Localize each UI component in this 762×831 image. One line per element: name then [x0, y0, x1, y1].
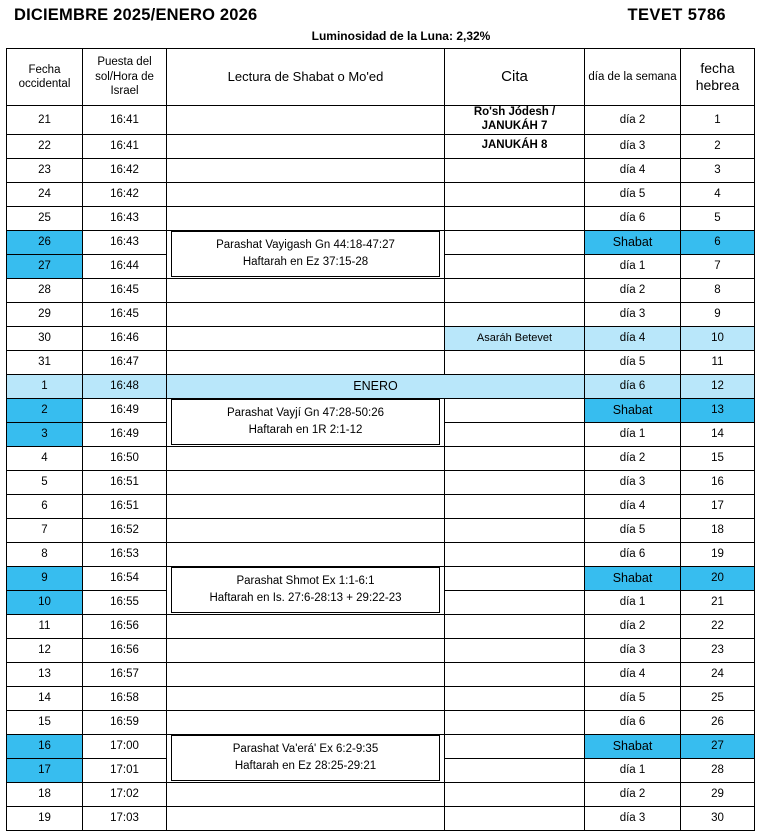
cell-cita	[445, 758, 585, 782]
cell-fecha-hebrea: 29	[681, 782, 755, 806]
cell-dia-semana: día 3	[585, 806, 681, 830]
cell-dia-semana: Shabat	[585, 230, 681, 254]
cell-puesta-sol: 16:43	[83, 206, 167, 230]
cell-lectura	[167, 662, 445, 686]
cell-puesta-sol: 16:54	[83, 566, 167, 590]
cell-puesta-sol: 16:51	[83, 470, 167, 494]
cell-lectura	[167, 782, 445, 806]
table-row	[7, 638, 755, 662]
cell-cita	[445, 326, 585, 350]
cell-puesta-sol: 16:48	[83, 374, 167, 398]
cell-puesta-sol: 16:52	[83, 518, 167, 542]
cell-fecha-hebrea: 20	[681, 566, 755, 590]
cell-fecha-hebrea: 10	[681, 326, 755, 350]
column-header-dia-semana: día de la semana	[585, 49, 681, 106]
cell-cita	[445, 230, 585, 254]
cell-lectura	[167, 278, 445, 302]
column-header-puesta-sol: Puesta del sol/Hora de Israel	[83, 49, 167, 106]
table-row	[7, 470, 755, 494]
cell-fecha-hebrea: 26	[681, 710, 755, 734]
reading-parashat: Parashat Va'erá' Ex 6:2-9:35	[232, 742, 379, 755]
cell-lectura	[167, 302, 445, 326]
cell-puesta-sol: 16:46	[83, 326, 167, 350]
cell-fecha-hebrea: 5	[681, 206, 755, 230]
cell-cita	[445, 590, 585, 614]
table-row	[7, 614, 755, 638]
cell-dia-semana: día 6	[585, 710, 681, 734]
cell-fecha-occidental: 19	[7, 806, 83, 830]
cell-puesta-sol: 16:56	[83, 638, 167, 662]
cell-lectura	[167, 206, 445, 230]
cell-lectura	[167, 542, 445, 566]
cell-fecha-occidental: 15	[7, 710, 83, 734]
cell-fecha-occidental: 4	[7, 446, 83, 470]
cell-dia-semana: día 1	[585, 254, 681, 278]
cell-lectura	[167, 350, 445, 374]
cell-dia-semana: día 3	[585, 302, 681, 326]
cell-cita	[445, 422, 585, 446]
table-row	[7, 350, 755, 374]
table-row	[7, 302, 755, 326]
cell-fecha-occidental: 5	[7, 470, 83, 494]
cell-cita	[445, 710, 585, 734]
reading-box	[171, 567, 440, 614]
page-header	[0, 0, 762, 25]
cell-dia-semana: día 1	[585, 758, 681, 782]
reading-haftarah: Haftarah en Ez 28:25-29:21	[234, 760, 377, 773]
table-header	[7, 49, 755, 106]
cell-fecha-occidental: 29	[7, 302, 83, 326]
cell-dia-semana: día 6	[585, 542, 681, 566]
cell-fecha-occidental: 9	[7, 566, 83, 590]
reading-box	[171, 735, 440, 782]
cell-dia-semana: día 1	[585, 422, 681, 446]
cell-puesta-sol: 16:41	[83, 106, 167, 135]
cell-lectura: ENERO	[167, 374, 585, 398]
cell-dia-semana: día 5	[585, 686, 681, 710]
cell-dia-semana: día 6	[585, 374, 681, 398]
table-row	[7, 806, 755, 830]
cell-cita	[445, 134, 585, 158]
cell-cita	[445, 518, 585, 542]
table-row	[7, 446, 755, 470]
cell-lectura	[167, 614, 445, 638]
cell-cita	[445, 446, 585, 470]
cell-fecha-hebrea: 4	[681, 182, 755, 206]
cell-lectura	[167, 230, 445, 278]
table-row	[7, 374, 755, 398]
cell-fecha-hebrea: 9	[681, 302, 755, 326]
cell-fecha-hebrea: 7	[681, 254, 755, 278]
moon-luminosity: Luminosidad de la Luna: 2,32%	[311, 29, 491, 43]
cell-dia-semana: día 5	[585, 518, 681, 542]
cell-lectura	[167, 106, 445, 135]
cell-cita	[445, 806, 585, 830]
cell-fecha-hebrea: 25	[681, 686, 755, 710]
cell-cita	[445, 158, 585, 182]
cell-fecha-hebrea: 3	[681, 158, 755, 182]
table-row	[7, 206, 755, 230]
cell-fecha-hebrea: 2	[681, 134, 755, 158]
cell-puesta-sol: 16:57	[83, 662, 167, 686]
cell-fecha-hebrea: 21	[681, 590, 755, 614]
cell-cita	[445, 686, 585, 710]
cell-lectura	[167, 134, 445, 158]
cell-cita	[445, 398, 585, 422]
cell-fecha-occidental: 28	[7, 278, 83, 302]
reading-box	[171, 399, 440, 446]
table-row	[7, 106, 755, 135]
cell-lectura	[167, 326, 445, 350]
cell-puesta-sol: 16:49	[83, 398, 167, 422]
cell-dia-semana: día 3	[585, 470, 681, 494]
cell-fecha-occidental: 12	[7, 638, 83, 662]
table-row	[7, 398, 755, 422]
cell-fecha-hebrea: 1	[681, 106, 755, 135]
cell-fecha-occidental: 7	[7, 518, 83, 542]
cell-fecha-hebrea: 13	[681, 398, 755, 422]
cell-fecha-occidental: 17	[7, 758, 83, 782]
cell-fecha-hebrea: 22	[681, 614, 755, 638]
cell-fecha-occidental: 26	[7, 230, 83, 254]
cell-puesta-sol: 17:03	[83, 806, 167, 830]
cell-fecha-hebrea: 18	[681, 518, 755, 542]
cita-line: Asaráh Betevet	[476, 331, 553, 344]
cell-dia-semana: día 2	[585, 614, 681, 638]
cell-fecha-occidental: 31	[7, 350, 83, 374]
cita-line: JANUKÁH 7	[481, 119, 548, 132]
cell-puesta-sol: 17:01	[83, 758, 167, 782]
cell-fecha-occidental: 8	[7, 542, 83, 566]
table-body	[7, 106, 755, 831]
cell-puesta-sol: 16:55	[83, 590, 167, 614]
cell-lectura	[167, 446, 445, 470]
cell-cita	[445, 470, 585, 494]
cell-dia-semana: Shabat	[585, 734, 681, 758]
table-row	[7, 494, 755, 518]
cell-cita	[445, 350, 585, 374]
cell-puesta-sol: 17:02	[83, 782, 167, 806]
reading-parashat: Parashat Shmot Ex 1:1-6:1	[236, 574, 375, 587]
table-row	[7, 686, 755, 710]
cell-fecha-hebrea: 23	[681, 638, 755, 662]
table-row	[7, 542, 755, 566]
cell-cita	[445, 614, 585, 638]
cell-puesta-sol: 16:47	[83, 350, 167, 374]
reading-haftarah: Haftarah en 1R 2:1-12	[248, 424, 363, 437]
cell-fecha-hebrea: 28	[681, 758, 755, 782]
cell-puesta-sol: 16:59	[83, 710, 167, 734]
cell-dia-semana: día 2	[585, 446, 681, 470]
cell-fecha-occidental: 27	[7, 254, 83, 278]
cell-fecha-occidental: 25	[7, 206, 83, 230]
reading-haftarah: Haftarah en Ez 37:15-28	[242, 256, 369, 269]
cell-fecha-hebrea: 8	[681, 278, 755, 302]
cell-fecha-occidental: 10	[7, 590, 83, 614]
cell-fecha-occidental: 16	[7, 734, 83, 758]
cell-fecha-occidental: 3	[7, 422, 83, 446]
cell-lectura	[167, 806, 445, 830]
cell-lectura	[167, 638, 445, 662]
cita-line: JANUKÁH 8	[481, 139, 548, 152]
cell-fecha-hebrea: 12	[681, 374, 755, 398]
table-row	[7, 710, 755, 734]
cell-puesta-sol: 16:42	[83, 182, 167, 206]
cell-puesta-sol: 16:41	[83, 134, 167, 158]
table-row	[7, 182, 755, 206]
cell-dia-semana: Shabat	[585, 566, 681, 590]
cell-fecha-hebrea: 19	[681, 542, 755, 566]
cell-cita	[445, 206, 585, 230]
cell-dia-semana: día 2	[585, 278, 681, 302]
table-row	[7, 518, 755, 542]
reading-box	[171, 231, 440, 278]
cell-cita	[445, 734, 585, 758]
cell-fecha-occidental: 1	[7, 374, 83, 398]
cell-dia-semana: día 4	[585, 158, 681, 182]
cell-puesta-sol: 16:43	[83, 230, 167, 254]
column-header-lectura: Lectura de Shabat o Mo'ed	[167, 49, 445, 106]
column-header-fecha-occidental: Fecha occidental	[7, 49, 83, 106]
cell-dia-semana: día 3	[585, 638, 681, 662]
table-row	[7, 278, 755, 302]
calendar-table	[6, 48, 755, 831]
cell-fecha-occidental: 23	[7, 158, 83, 182]
cell-puesta-sol: 16:50	[83, 446, 167, 470]
cell-puesta-sol: 16:44	[83, 254, 167, 278]
table-row	[7, 134, 755, 158]
cell-fecha-occidental: 11	[7, 614, 83, 638]
table-row	[7, 566, 755, 590]
cell-fecha-occidental: 18	[7, 782, 83, 806]
table-row	[7, 326, 755, 350]
cell-lectura	[167, 470, 445, 494]
reading-parashat: Parashat Vayjí Gn 47:28-50:26	[226, 406, 385, 419]
table-row	[7, 662, 755, 686]
cell-lectura	[167, 398, 445, 446]
table-row	[7, 158, 755, 182]
cell-dia-semana: día 4	[585, 494, 681, 518]
cell-puesta-sol: 16:56	[83, 614, 167, 638]
cell-fecha-occidental: 13	[7, 662, 83, 686]
cell-cita	[445, 662, 585, 686]
page-title-hebrew: TEVET 5786	[627, 6, 726, 24]
cell-fecha-occidental: 30	[7, 326, 83, 350]
cell-dia-semana: Shabat	[585, 398, 681, 422]
table-row	[7, 782, 755, 806]
cell-dia-semana: día 6	[585, 206, 681, 230]
cell-lectura	[167, 710, 445, 734]
cell-fecha-hebrea: 30	[681, 806, 755, 830]
cell-puesta-sol: 16:51	[83, 494, 167, 518]
cell-lectura	[167, 686, 445, 710]
cell-cita	[445, 106, 585, 135]
cell-cita	[445, 638, 585, 662]
column-header-fecha-hebrea: fecha hebrea	[681, 49, 755, 106]
cell-dia-semana: día 2	[585, 106, 681, 135]
page-title-gregorian: DICIEMBRE 2025/ENERO 2026	[14, 6, 258, 24]
column-header-cita: Cita	[445, 49, 585, 106]
cell-dia-semana: día 5	[585, 182, 681, 206]
cell-fecha-occidental: 14	[7, 686, 83, 710]
cell-fecha-hebrea: 17	[681, 494, 755, 518]
cell-dia-semana: día 5	[585, 350, 681, 374]
table-row	[7, 230, 755, 254]
cell-fecha-hebrea: 11	[681, 350, 755, 374]
header-row	[7, 49, 755, 106]
cell-puesta-sol: 16:58	[83, 686, 167, 710]
cell-cita	[445, 494, 585, 518]
cell-lectura	[167, 566, 445, 614]
cita-line: Ro'sh Jódesh /	[473, 106, 556, 118]
cell-dia-semana: día 1	[585, 590, 681, 614]
reading-parashat: Parashat Vayigash Gn 44:18-47:27	[216, 238, 395, 251]
cell-cita	[445, 566, 585, 590]
cell-lectura	[167, 494, 445, 518]
cell-fecha-occidental: 21	[7, 106, 83, 135]
reading-haftarah: Haftarah en Is. 27:6-28:13 + 29:22-23	[209, 592, 402, 605]
cell-cita	[445, 302, 585, 326]
cell-lectura	[167, 518, 445, 542]
cell-cita	[445, 254, 585, 278]
cell-lectura	[167, 158, 445, 182]
cell-puesta-sol: 16:45	[83, 302, 167, 326]
cell-fecha-hebrea: 6	[681, 230, 755, 254]
cell-dia-semana: día 2	[585, 782, 681, 806]
cell-fecha-hebrea: 24	[681, 662, 755, 686]
table-row	[7, 734, 755, 758]
cell-lectura	[167, 182, 445, 206]
cell-fecha-occidental: 2	[7, 398, 83, 422]
cell-puesta-sol: 16:49	[83, 422, 167, 446]
cell-puesta-sol: 16:53	[83, 542, 167, 566]
cell-puesta-sol: 16:42	[83, 158, 167, 182]
cell-fecha-hebrea: 27	[681, 734, 755, 758]
cell-dia-semana: día 3	[585, 134, 681, 158]
cell-cita	[445, 782, 585, 806]
cell-fecha-hebrea: 15	[681, 446, 755, 470]
cell-puesta-sol: 16:45	[83, 278, 167, 302]
cell-cita	[445, 182, 585, 206]
cell-fecha-occidental: 24	[7, 182, 83, 206]
cell-fecha-hebrea: 14	[681, 422, 755, 446]
cell-lectura	[167, 734, 445, 782]
cell-dia-semana: día 4	[585, 326, 681, 350]
cell-cita	[445, 542, 585, 566]
cell-fecha-hebrea: 16	[681, 470, 755, 494]
cell-fecha-occidental: 6	[7, 494, 83, 518]
cell-cita	[445, 278, 585, 302]
cell-puesta-sol: 17:00	[83, 734, 167, 758]
cell-dia-semana: día 4	[585, 662, 681, 686]
cell-fecha-occidental: 22	[7, 134, 83, 158]
